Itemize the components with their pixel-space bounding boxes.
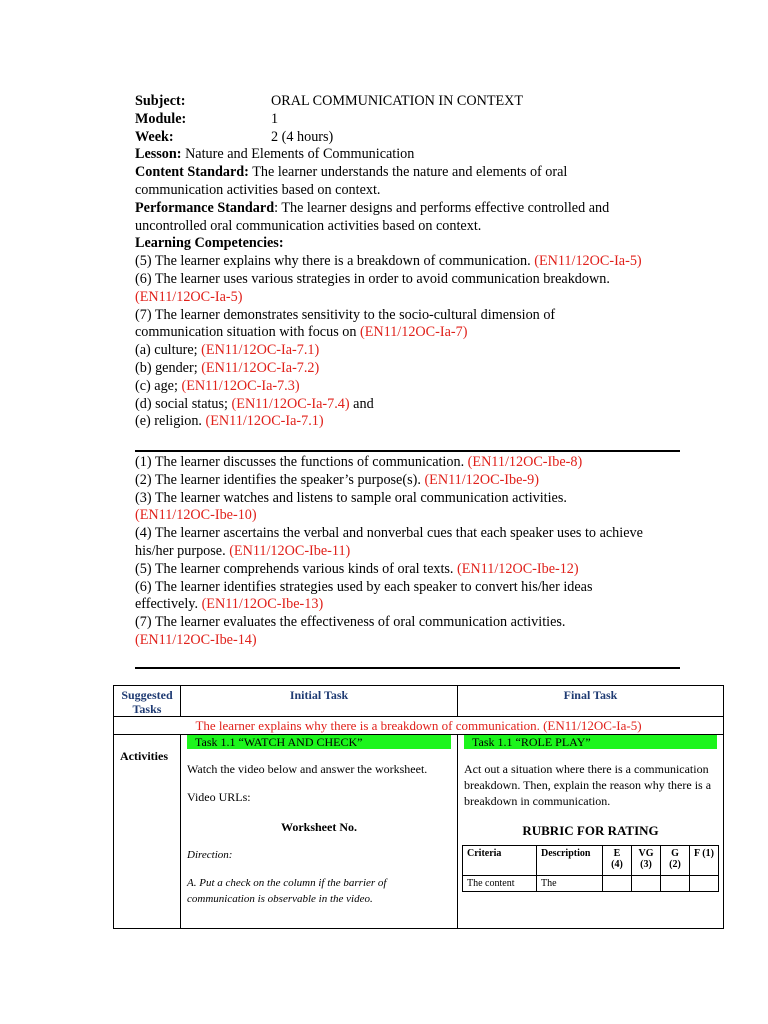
rubric-cell [603, 876, 632, 892]
performance-standard-value-1: : The learner designs and performs effective controlled and [274, 199, 610, 216]
competency-line: (5) The learner comprehends various kinds of oral texts. (EN11/12OC-Ibe-12) [135, 560, 579, 577]
competency-line: (6) The learner identifies strategies used by each speaker to convert his/her ideas [135, 578, 593, 595]
divider-1 [135, 450, 680, 452]
competency-line: (7) The learner demonstrates sensitivity to the socio-cultural dimension of [135, 306, 556, 323]
rubric-cell: The content [463, 876, 537, 892]
week-value: 2 (4 hours) [271, 128, 334, 145]
competency-line: (4) The learner ascertains the verbal and nonverbal cues that each speaker uses to achieve [135, 525, 643, 542]
video-urls-label: Video URLs: [187, 790, 251, 804]
rubric-header-description: Description [537, 846, 603, 876]
initial-task-cell [181, 735, 458, 929]
rubric-header-e: E (4) [603, 846, 632, 876]
module-label: Module: [135, 110, 187, 127]
competency-line: (b) gender; (EN11/12OC-Ia-7.2) [135, 359, 320, 376]
competency-line: (EN11/12OC-Ibe-14) [135, 631, 257, 648]
competency-line: (7) The learner evaluates the effectiveness of oral communication activities. [135, 614, 566, 631]
subject-value: ORAL COMMUNICATION IN CONTEXT [271, 93, 524, 109]
final-task-header: Final Task [458, 686, 724, 717]
rubric-cell [632, 876, 661, 892]
competency-list-1 [135, 253, 695, 431]
competency-line: (5) The learner explains why there is a breakdown of communication. (EN11/12OC-Ia-5) [135, 253, 642, 270]
task-table [113, 685, 724, 929]
worksheet-label: Worksheet No. [281, 820, 357, 834]
subject-label: Subject: [135, 93, 186, 109]
performance-standard-value-2: uncontrolled oral communication activities based on context. [135, 217, 482, 234]
item-a-text: A. Put a check on the column if the barrier of communication is observable in the video. [187, 877, 387, 905]
rubric-header-vg: VG (3) [632, 846, 661, 876]
objective-row: The learner explains why there is a breakdown of communication. (EN11/12OC-Ia-5) [114, 717, 724, 735]
performance-standard-label: Performance Standard [135, 199, 275, 216]
initial-task-title: Task 1.1 “WATCH AND CHECK” [187, 735, 451, 749]
rubric-cell [661, 876, 690, 892]
competency-line: his/her purpose. (EN11/12OC-Ibe-11) [135, 542, 351, 559]
lesson-value: Nature and Elements of Communication [185, 146, 415, 163]
suggested-tasks-header: Suggested Tasks [114, 686, 181, 717]
rubric-header-criteria: Criteria [463, 846, 537, 876]
final-task-title: Task 1.1 “ROLE PLAY” [464, 735, 717, 749]
competency-line: (d) social status; (EN11/12OC-Ia-7.4) and [135, 395, 374, 412]
competency-line: communication situation with focus on (EN11/12OC-Ia-7) [135, 324, 468, 341]
module-value: 1 [271, 110, 279, 127]
competency-line: effectively. (EN11/12OC-Ibe-13) [135, 596, 324, 613]
direction-label: Direction: [187, 849, 233, 861]
rubric-cell: The [537, 876, 603, 892]
competency-line: (2) The learner identifies the speaker’s purpose(s). (EN11/12OC-Ibe-9) [135, 471, 539, 488]
final-task-cell [458, 735, 724, 929]
rubric-header-g: G (2) [661, 846, 690, 876]
lesson-label: Lesson: [135, 146, 182, 163]
activities-label: Activities [114, 735, 181, 929]
competency-list-2 [135, 454, 695, 650]
competency-line: (c) age; (EN11/12OC-Ia-7.3) [135, 377, 300, 394]
header-block [135, 93, 695, 431]
initial-instruction: Watch the video below and answer the worksheet. [187, 762, 428, 776]
rubric-cell [690, 876, 719, 892]
divider-2 [135, 667, 680, 669]
rubric-header-f: F (1) [690, 846, 719, 876]
final-instruction: Act out a situation where there is a communication breakdown. Then, explain the reason why there is a breakdown in communication. [464, 762, 712, 808]
competencies-label: Learning Competencies: [135, 235, 284, 252]
competency-line: (EN11/12OC-Ibe-10) [135, 507, 257, 524]
rubric-title: RUBRIC FOR RATING [522, 823, 659, 838]
rubric-table [462, 845, 719, 892]
competency-line: (e) religion. (EN11/12OC-Ia-7.1) [135, 413, 324, 430]
competency-line: (3) The learner watches and listens to sample oral communication activities. [135, 489, 567, 506]
competency-line: (6) The learner uses various strategies in order to avoid communication breakdown. [135, 270, 610, 287]
competency-line: (1) The learner discusses the functions of communication. (EN11/12OC-Ibe-8) [135, 454, 583, 470]
content-standard-value-2: communication activities based on context. [135, 181, 381, 198]
content-standard-value-1: The learner understands the nature and elements of oral [252, 164, 568, 181]
content-standard-label: Content Standard: [135, 164, 249, 181]
initial-task-header: Initial Task [181, 686, 458, 717]
competency-line: (a) culture; (EN11/12OC-Ia-7.1) [135, 342, 320, 359]
competency-line: (EN11/12OC-Ia-5) [135, 288, 243, 305]
week-label: Week: [135, 128, 174, 145]
